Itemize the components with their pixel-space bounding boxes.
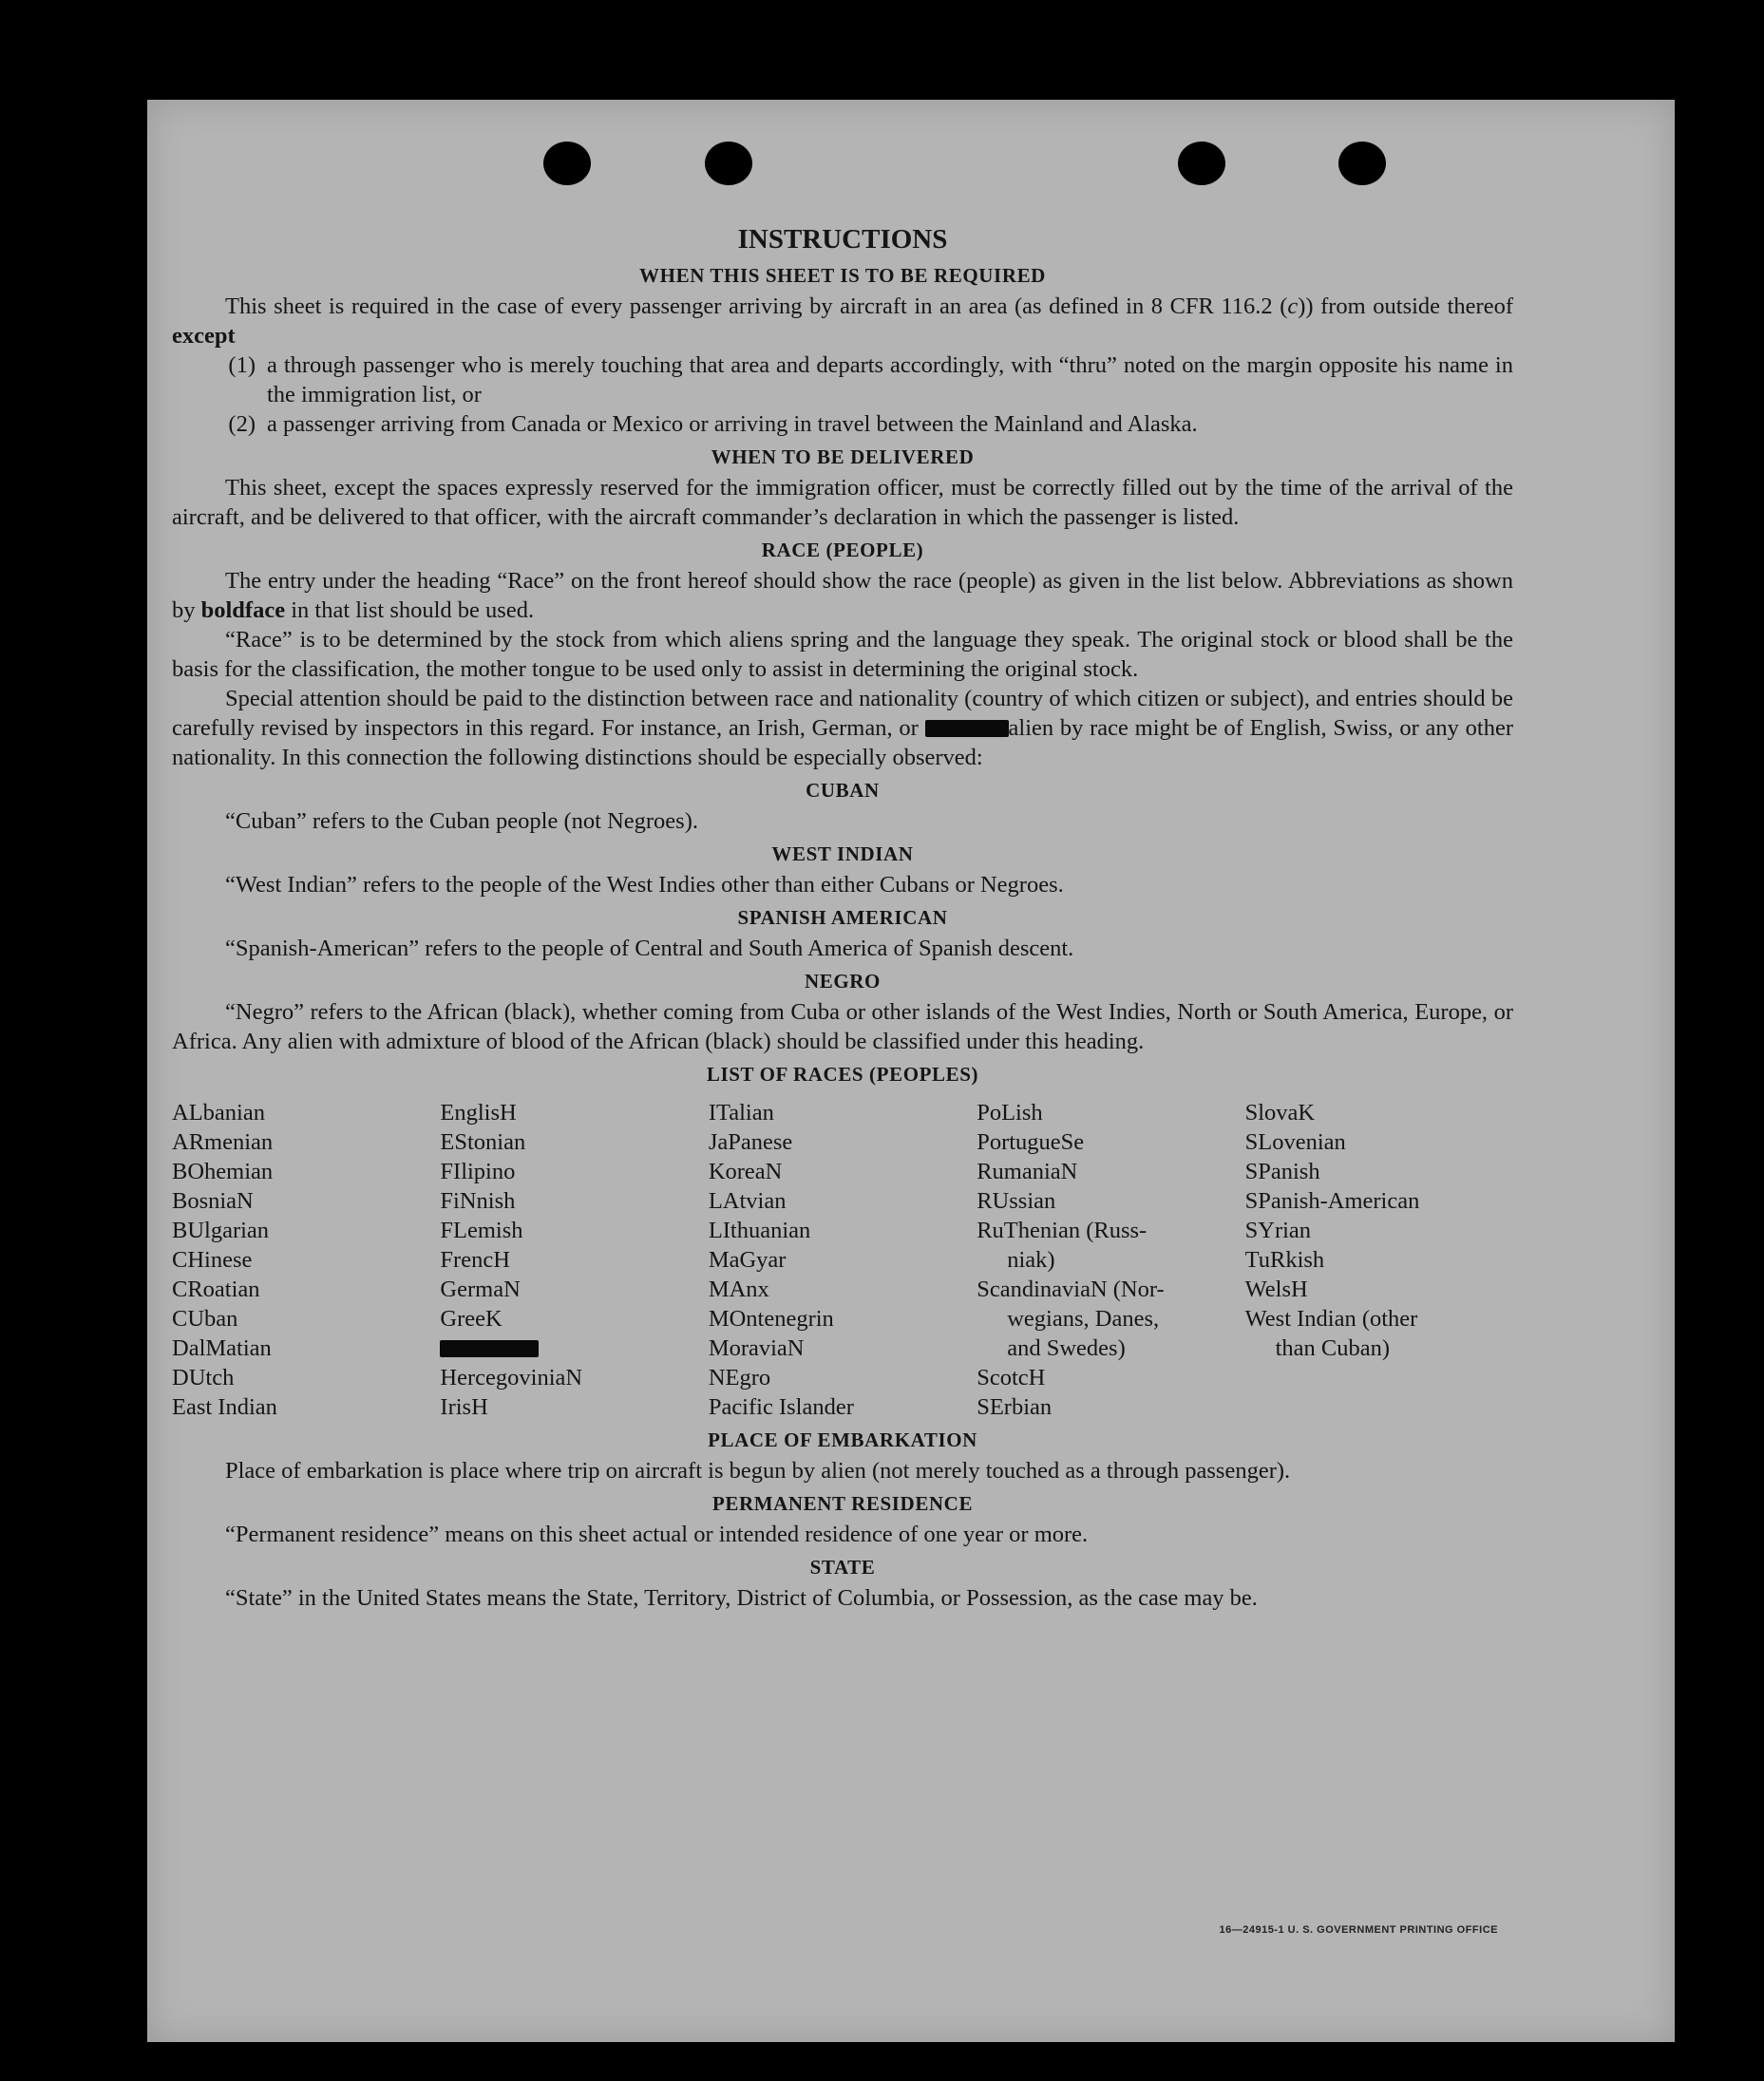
race-entry: SlovaK [1244,1100,1316,1126]
race-entry: SPanish-American [1244,1188,1420,1214]
race-entry: CUban [172,1306,238,1332]
residence-definition: “Permanent residence” means on this sheet actual or intended residence of one year or more. [225,1522,1089,1547]
required-intro-text: This sheet is required in the case of every passenger arriving by aircraft in an area (as defined in 8 CFR 116.2 ( [225,293,1288,319]
race-entry: FrencH [440,1247,510,1273]
punch-hole [543,142,591,185]
race-entry: BosniaN [172,1188,254,1214]
race-entry: ScotcH [977,1365,1046,1390]
spanish-american-definition: “Spanish-American” refers to the people of Central and South America of Spanish descent. [225,936,1074,961]
required-intro-subsection: c [1287,293,1299,319]
instructions-content [172,221,1513,1613]
race-entry: BUlgarian [172,1218,270,1243]
printer-imprint: 16—24915-1 U. S. GOVERNMENT PRINTING OFFICE [1219,1924,1498,1936]
exception-item [172,350,1513,409]
required-intro-except: except [172,323,236,349]
race-entry: East Indian [172,1394,277,1420]
race-entry: CHinese [172,1247,253,1273]
race-entry: LAtvian [708,1188,787,1214]
races-column-4 [977,1098,1244,1422]
redaction-mark [925,720,1009,737]
document-sheet [147,100,1675,2042]
race-entry: ScandinaviaN (Nor- [977,1277,1165,1302]
races-column-2 [440,1098,708,1422]
exception-text: a passenger arriving from Canada or Mexico or arriving in travel between the Mainland and Alaska. [267,411,1198,437]
races-column-5 [1245,1098,1513,1422]
race-entry-continued: wegians, Danes, [1007,1306,1160,1332]
races-column-3 [709,1098,977,1422]
race-entry: LIthuanian [708,1218,811,1243]
race-entry: ITalian [708,1100,774,1126]
race-entry: RumaniaN [977,1159,1078,1184]
punch-hole [705,142,752,185]
required-intro [172,292,1513,350]
race-entry-continued: niak) [1007,1247,1055,1273]
race-p1-text: The entry under the heading “Race” on the front hereof should show the race (people) as given in the list below. Abbreviations as shown by [172,568,1513,623]
race-entry: ALbanian [172,1100,265,1126]
race-entry: SErbian [977,1394,1053,1420]
races-list [172,1098,1513,1422]
section-heading-embarkation: PLACE OF EMBARKATION [708,1428,977,1451]
race-paragraph-1 [172,566,1513,625]
race-entry: DUtch [172,1365,235,1390]
state-definition: “State” in the United States means the State, Territory, District of Columbia, or Possession, as the case may be. [225,1585,1258,1611]
race-entry: MaGyar [708,1247,787,1273]
section-heading-when-required: WHEN THIS SHEET IS TO BE REQUIRED [639,264,1046,287]
race-paragraph-2: “Race” is to be determined by the stock from which aliens spring and the language they speak. The original stock or blood shall be the basis for the classification, the mother tongue to be used only to assist in determining the original stock. [172,627,1513,682]
race-entry: CRoatian [172,1277,260,1302]
exception-text: a through passenger who is merely touching that area and departs accordingly, with “thru” noted on the margin opposite his name in the immigration list, or [267,352,1513,407]
race-entry: ARmenian [172,1129,274,1155]
negro-definition: “Negro” refers to the African (black), whether coming from Cuba or other islands of the West Indies, North or South America, Europe, or Africa. Any alien with admixture of blood of the African (black) should be classified under this heading. [172,999,1513,1054]
race-entry: DalMatian [172,1335,272,1361]
section-heading-state: STATE [809,1556,876,1579]
race-entry: PoLish [977,1100,1043,1126]
race-entry: PortugueSe [977,1129,1085,1155]
race-paragraph-3 [172,684,1513,772]
race-entry: MoraviaN [708,1335,805,1361]
page-title: INSTRUCTIONS [737,224,948,255]
race-entry: SPanish [1244,1159,1320,1184]
race-entry: FiNnish [440,1188,516,1214]
race-entry: SLovenian [1244,1129,1346,1155]
race-entry-redacted [440,1334,708,1363]
race-p1-boldface: boldface [200,597,286,623]
race-entry: JaPanese [708,1129,793,1155]
race-entry: FIlipino [440,1159,516,1184]
race-entry: EnglisH [440,1100,517,1126]
race-entry: TuRkish [1244,1247,1325,1273]
race-entry: RUssian [977,1188,1056,1214]
exception-number: (2) [228,411,256,437]
race-p3-text: Special attention should be paid to the distinction between race and nationality (country of which citizen or subject), and entries should be carefully revised by inspectors in this regard. For instance, an Irish, German, or [172,686,1513,741]
races-column-1 [172,1098,440,1422]
section-heading-when-delivered: WHEN TO BE DELIVERED [711,445,975,468]
race-entry-continued: than Cuban) [1275,1335,1391,1361]
section-heading-permanent-residence: PERMANENT RESIDENCE [711,1492,974,1515]
delivery-paragraph: This sheet, except the spaces expressly reserved for the immigration officer, must be correctly filled out by the time of the arrival of the aircraft, and be delivered to that officer, with the aircraft commander’s declaration in which the passenger is listed. [172,475,1513,530]
race-p1-text-2: in that list should be used. [285,597,535,623]
embarkation-definition: Place of embarkation is place where trip on aircraft is begun by alien (not merely touched as a through passenger). [225,1458,1291,1484]
race-entry: MAnx [708,1277,769,1302]
race-entry: IrisH [440,1394,488,1420]
section-heading-negro: NEGRO [804,970,881,993]
race-entry: EStonian [440,1129,526,1155]
west-indian-definition: “West Indian” refers to the people of the West Indies other than either Cubans or Negroes. [225,872,1064,898]
required-intro-text-2: )) from outside thereof [1298,293,1513,319]
race-entry: FLemish [440,1218,523,1243]
section-heading-spanish-american: SPANISH AMERICAN [737,906,948,929]
exception-item [172,409,1513,439]
race-entry-continued: and Swedes) [1007,1335,1126,1361]
punch-hole [1178,142,1225,185]
cuban-definition: “Cuban” refers to the Cuban people (not Negroes). [225,808,698,834]
race-entry: NEgro [708,1365,771,1390]
race-entry: SYrian [1244,1218,1312,1243]
race-entry: BOhemian [172,1159,274,1184]
section-heading-race: RACE (PEOPLE) [761,539,924,561]
race-entry: KoreaN [708,1159,783,1184]
race-entry: RuThenian (Russ- [977,1218,1148,1243]
race-entry: GermaN [440,1277,521,1302]
exception-number: (1) [228,352,256,378]
race-entry: GreeK [440,1306,503,1332]
race-entry: MOntenegrin [708,1306,834,1332]
punch-hole [1338,142,1386,185]
race-entry: WelsH [1244,1277,1308,1302]
race-entry: Pacific Islander [708,1394,854,1420]
redaction-mark [440,1340,539,1357]
section-heading-west-indian: WEST INDIAN [771,842,914,865]
race-p3-text-2: alien by race might be of English, Swiss, or any other nationality. In this connection the following distinctions should be especially observed: [172,715,1513,770]
race-entry: HercegoviniaN [440,1365,583,1390]
race-entry: West Indian (other [1244,1306,1418,1332]
section-heading-list-of-races: LIST OF RACES (PEOPLES) [706,1063,979,1086]
section-heading-cuban: CUBAN [806,779,880,802]
